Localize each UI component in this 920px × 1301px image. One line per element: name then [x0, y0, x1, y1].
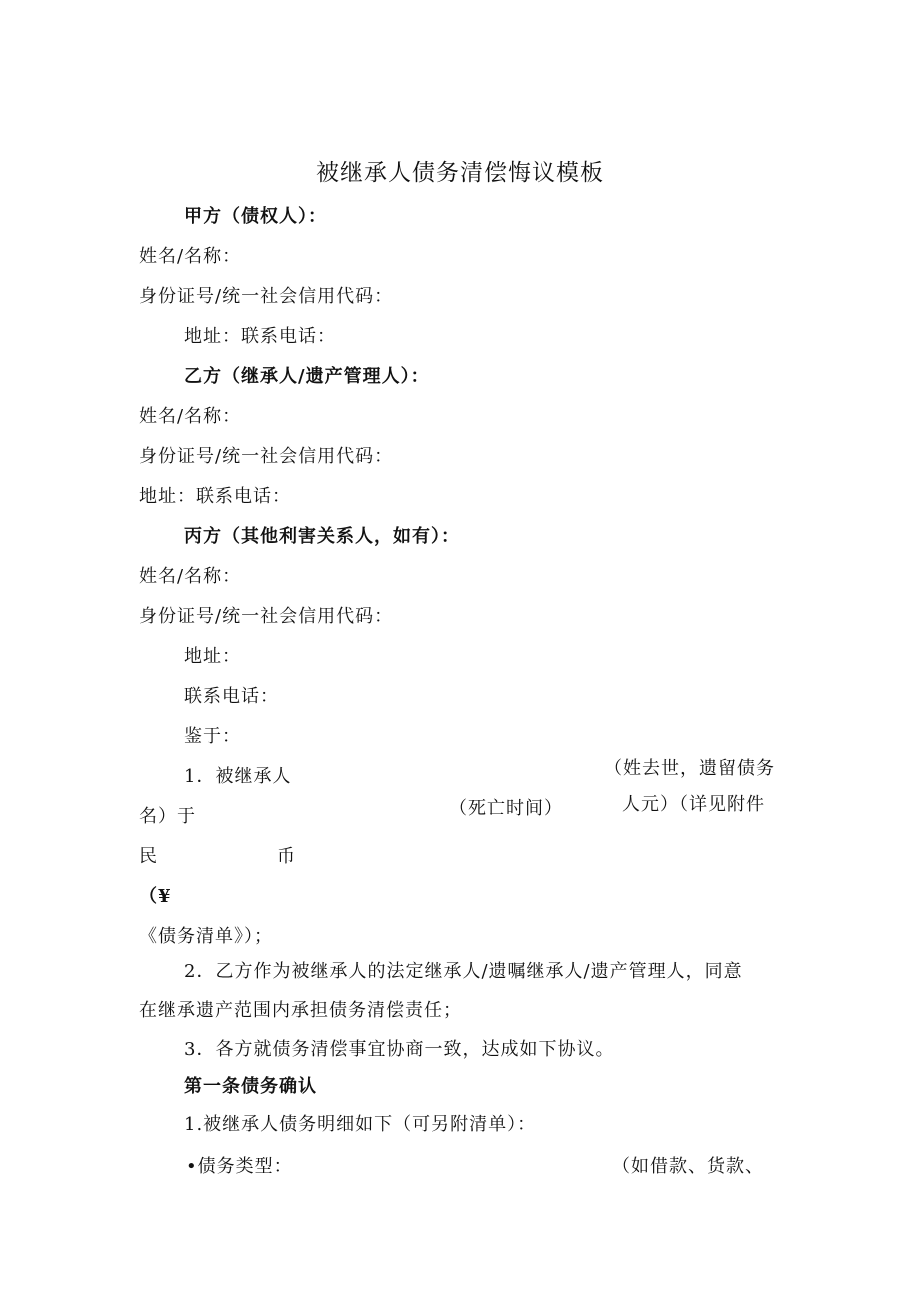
- item1-yen: （¥: [139, 886, 172, 907]
- item2-line2: 在继承遗产范围内承担债务清偿责任；: [139, 1000, 462, 1021]
- whereas-label: 鉴于：: [184, 726, 241, 747]
- item1-line2-left: 名）于: [139, 806, 196, 827]
- article1-sub1: 1.被继承人债务明细如下（可另附清单）：: [184, 1114, 537, 1135]
- party-a-name-field: 姓名/名称：: [139, 246, 242, 267]
- article1-heading: 第一条债务确认: [184, 1076, 317, 1097]
- item1-bi: 币: [277, 846, 296, 867]
- item1-start: 1．被继承人: [184, 766, 292, 787]
- party-a-heading: 甲方（债权人）：: [184, 206, 327, 227]
- item1-min: 民: [139, 846, 158, 867]
- party-b-address-phone-field: 地址：联系电话：: [139, 486, 291, 507]
- document-title: 被继承人债务清偿悔议模板: [316, 160, 604, 186]
- party-a-id-field: 身份证号/统一社会信用代码：: [139, 286, 394, 307]
- item1-line2-mid: （死亡时间）: [449, 798, 563, 819]
- item1-right-top: （姓去世，遗留债务: [604, 758, 775, 779]
- item2-line1: 2．乙方作为被继承人的法定继承人/遗嘱继承人/遗产管理人，同意: [184, 961, 743, 982]
- party-b-name-field: 姓名/名称：: [139, 406, 242, 427]
- party-c-phone-field: 联系电话：: [184, 686, 279, 707]
- party-c-heading: 丙方（其他利害关系人，如有）：: [184, 526, 460, 547]
- article1-bullet-left: •债务类型：: [186, 1156, 293, 1177]
- party-c-address-field: 地址：: [184, 646, 241, 667]
- item1-line2-right: 人元）（详见附件: [622, 794, 765, 815]
- item3: 3．各方就债务清偿事宜协商一致，达成如下协议。: [184, 1039, 615, 1060]
- article1-bullet-right: （如借款、货款、: [612, 1156, 764, 1177]
- party-c-name-field: 姓名/名称：: [139, 566, 242, 587]
- party-c-id-field: 身份证号/统一社会信用代码：: [139, 606, 394, 627]
- party-a-address-phone-field: 地址：联系电话：: [184, 326, 336, 347]
- item1-list: 《债务清单》）；: [139, 926, 273, 947]
- party-b-id-field: 身份证号/统一社会信用代码：: [139, 446, 394, 467]
- party-b-heading: 乙方（继承人/遗产管理人）：: [184, 366, 430, 387]
